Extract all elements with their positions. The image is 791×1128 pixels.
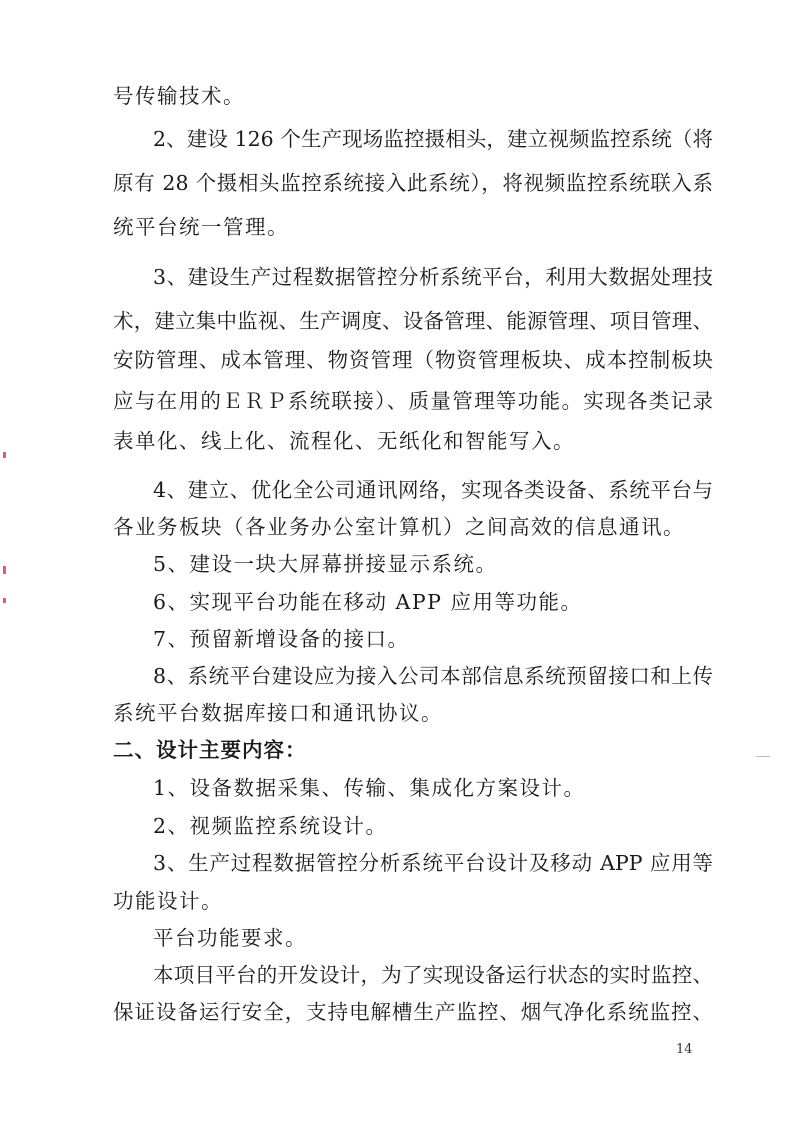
text-line: 4、建立、优化全公司通讯网络，实现各类设备、系统平台与 <box>153 478 713 502</box>
text-line: 各业务板块（各业务办公室计算机）之间高效的信息通讯。 <box>113 515 685 539</box>
text-line: 平台功能要求。 <box>153 926 307 950</box>
text-line: 3、建设生产过程数据管控分析系统平台，利用大数据处理技 <box>153 265 713 289</box>
text-line: 原有 28 个摄相头监控系统接入此系统），将视频监控系统联入系 <box>113 171 713 195</box>
text-line: 保证设备运行安全，支持电解槽生产监控、烟气净化系统监控、 <box>113 1000 713 1024</box>
text-line: 2、视频监控系统设计。 <box>153 814 388 838</box>
margin-mark <box>3 452 6 458</box>
text-line: 安防管理、成本管理、物资管理（物资管理板块、成本控制板块 <box>113 348 713 372</box>
text-line: 应与在用的ＥＲＰ系统联接）、质量管理等功能。实现各类记录 <box>113 389 713 413</box>
text-line: 功能设计。 <box>113 889 223 913</box>
text-line: 1、设备数据采集、传输、集成化方案设计。 <box>153 776 586 800</box>
margin-mark <box>3 598 6 603</box>
page-number: 14 <box>676 1042 693 1057</box>
text-line: 6、实现平台功能在移动 APP 应用等功能。 <box>153 590 583 614</box>
text-line: 号传输技术。 <box>113 84 245 108</box>
margin-mark <box>3 566 6 574</box>
text-line: 系统平台数据库接口和通讯协议。 <box>113 701 443 725</box>
text-line: 统平台统一管理。 <box>113 215 289 239</box>
section-heading: 二、设计主要内容： <box>113 738 307 762</box>
text-line: 3、生产过程数据管控分析系统平台设计及移动 APP 应用等 <box>153 851 713 875</box>
text-line: 本项目平台的开发设计，为了实现设备运行状态的实时监控、 <box>153 963 713 987</box>
text-line: 5、建设一块大屏幕拼接显示系统。 <box>153 552 498 576</box>
text-line: 7、预留新增设备的接口。 <box>153 627 410 651</box>
text-line: 表单化、线上化、流程化、无纸化和智能写入。 <box>113 429 575 453</box>
text-line: 术，建立集中监视、生产调度、设备管理、能源管理、项目管理、 <box>113 309 713 333</box>
text-line: 8、系统平台建设应为接入公司本部信息系统预留接口和上传 <box>153 664 713 688</box>
text-line: 2、建设 126 个生产现场监控摄相头，建立视频监控系统（将 <box>153 127 713 151</box>
margin-mark <box>756 756 770 757</box>
